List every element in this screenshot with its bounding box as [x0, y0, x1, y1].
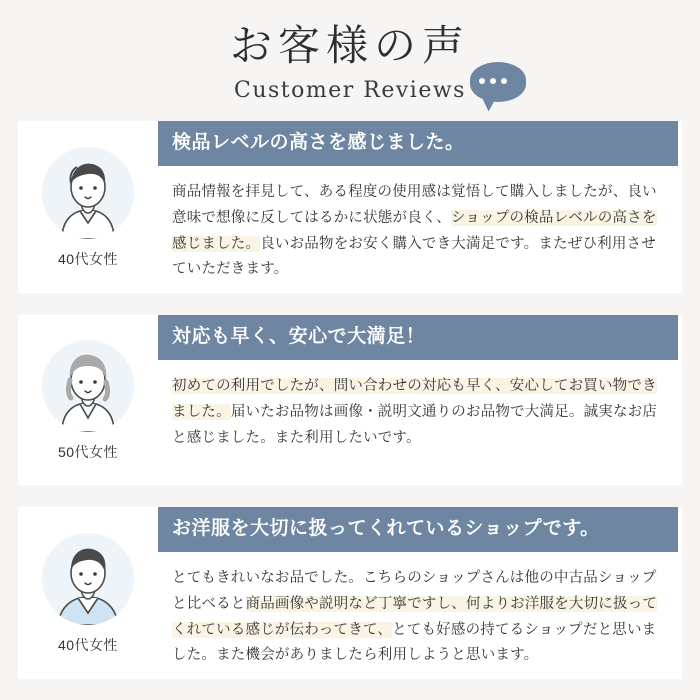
review-card — [18, 507, 682, 679]
review-text-highlight: ショップの検品レベルの高さを感じました。 — [172, 209, 657, 252]
reviewer-age-label: 40代女性 — [57, 637, 119, 654]
avatar-woman-short-hair-icon — [42, 147, 134, 239]
review-body — [158, 552, 678, 679]
review-body — [158, 166, 678, 293]
review-text-highlight: 商品画像や説明など丁寧ですし、何よりお洋服を大切に扱ってくれている感じが伝わってきて、 — [172, 595, 658, 638]
review-text-segment: とてもきれいなお品でした。こちらのショップさんは他の中古品ショップと比べると — [172, 569, 657, 612]
reviewer-profile — [18, 507, 158, 679]
review-text-segment: 商品情報を拝見して、ある程度の使用感は覚悟して購入しましたが、良い意味で想像に反してはるかに状態が良く、 — [172, 184, 657, 226]
review-list — [0, 121, 700, 679]
review-heading: 検品レベルの高さを感じました。 — [158, 121, 678, 166]
review-content — [158, 315, 682, 485]
reviewer-profile — [18, 121, 158, 293]
review-text-segment: 良いお品物をお安く購入でき大満足です。またぜひ利用させていただきます。 — [172, 235, 656, 278]
avatar-woman-short-hair-icon — [42, 533, 134, 625]
review-text-segment: 届いたお品物は画像・説明文通りのお品物で大満足。誠実なお店と感じました。また利用したいです。 — [172, 403, 658, 446]
reviewer-age-label: 40代女性 — [57, 251, 119, 268]
review-content — [158, 507, 682, 679]
review-body — [158, 360, 678, 461]
page-header — [0, 0, 700, 103]
review-heading: お洋服を大切に扱ってくれているショップです。 — [158, 507, 678, 552]
page-title: お客様の声 — [229, 21, 470, 70]
review-content — [158, 121, 682, 293]
speech-bubble-dots-icon — [470, 62, 526, 102]
reviewer-profile — [18, 315, 158, 485]
review-text-segment: とても好感の持てるショップだと思いました。また機会がありましたら利用しようと思います。 — [172, 621, 657, 664]
page-subtitle: Customer Reviews — [234, 78, 466, 104]
review-card — [18, 315, 682, 485]
avatar-woman-gray-hair-icon — [42, 340, 134, 432]
review-card — [18, 121, 682, 293]
review-text-highlight: 初めての利用でしたが、問い合わせの対応も早く、安心してお買い物できました。 — [172, 377, 657, 420]
review-heading: 対応も早く、安心で大満足！ — [158, 315, 678, 360]
reviewer-age-label: 50代女性 — [57, 444, 119, 461]
